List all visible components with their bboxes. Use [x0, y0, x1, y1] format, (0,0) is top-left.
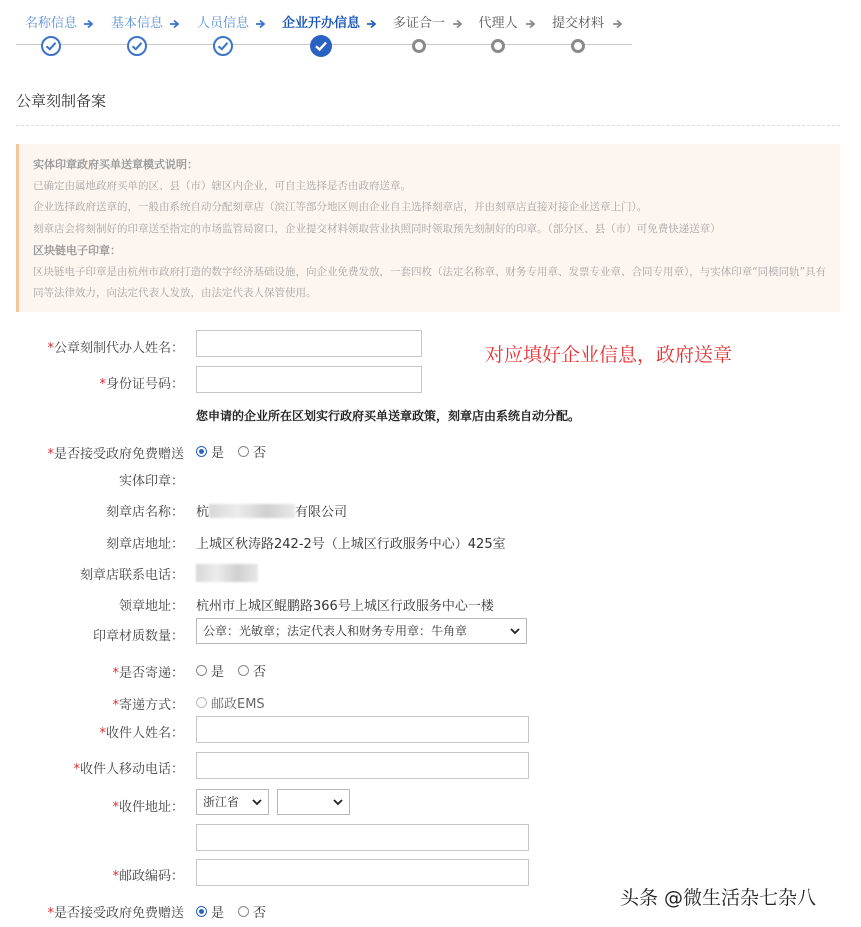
form-row-id-number	[0, 366, 861, 396]
circle-icon	[412, 39, 426, 53]
radio-icon[interactable]	[196, 665, 207, 676]
required-mark: *	[73, 762, 80, 777]
field-label: 是否接受政府免费赠送	[53, 447, 184, 462]
circle-icon	[571, 39, 585, 53]
form-row-mail	[0, 655, 861, 685]
field-label: 实体印章：	[118, 474, 184, 489]
radio-icon[interactable]	[196, 697, 207, 708]
arrow-right-icon	[613, 18, 623, 30]
step-label: 人员信息	[196, 16, 249, 31]
step-personnel-info[interactable]	[196, 14, 250, 34]
annotation-text: 对应填好企业信息，政府送章	[485, 344, 733, 366]
field-label: 公章刻制代办人姓名：	[53, 341, 184, 356]
chevron-down-icon	[333, 798, 343, 806]
check-circle-icon	[41, 36, 61, 56]
seal-material-select[interactable]: 公章：光敏章；法定代表人和财务专用章：牛角章	[196, 618, 527, 644]
redacted-block	[196, 564, 258, 582]
field-label: 寄递方式：	[118, 698, 184, 713]
step-business-setup-info[interactable]	[282, 14, 360, 34]
notice-line: 刻章店会将刻制好的印章送至指定的市场监管局窗口，企业提交材料领取营业执照同时领取预先刻制好的印章。（部分区、县（市）可免费快递送章）	[33, 222, 721, 235]
mail-yes-option[interactable]: 是	[196, 661, 224, 680]
step-basic-info[interactable]	[110, 14, 164, 34]
accept-free-2-yes-option[interactable]: 是	[196, 902, 224, 921]
step-agent[interactable]	[478, 14, 518, 34]
radio-icon[interactable]	[238, 446, 249, 457]
shop-phone-value	[196, 564, 258, 584]
field-label: 收件地址：	[118, 800, 184, 815]
watermark: 头条 @微生活杂七杂八	[620, 887, 817, 909]
arrow-right-icon	[526, 18, 536, 30]
radio-icon[interactable]	[238, 906, 249, 917]
field-label: 收件人姓名：	[105, 726, 184, 741]
field-label: 刻章店地址：	[105, 537, 184, 552]
notice-line: 区块链电子印章是由杭州市政府打造的数字经济基础设施，向企业免费发放，一套四枚（法定名称章、财务专用章、发票专业章、合同专用章），与实体印章“同模同轨”具有同等法律效力，向法定代表人发放，由法定代表人保管使用。	[33, 265, 827, 299]
province-select[interactable]: 浙江省	[196, 789, 269, 815]
radio-icon[interactable]	[238, 665, 249, 676]
field-label: 是否接受政府免费赠送	[53, 906, 184, 921]
form-row-pickup-address	[0, 588, 861, 618]
circle-icon	[491, 39, 505, 53]
field-label: 邮政编码：	[118, 869, 184, 884]
radio-checked-icon[interactable]	[196, 906, 207, 917]
field-label: 刻章店联系电话：	[79, 568, 184, 583]
field-label: 身份证号码：	[105, 377, 184, 392]
field-label: 收件人移动电话：	[79, 762, 184, 777]
field-label: 领章地址：	[118, 599, 184, 614]
required-mark: *	[99, 377, 106, 392]
form-row-mail-method	[0, 687, 861, 717]
notice-line: 已确定由属地政府买单的区、县（市）辖区内企业，可自主选择是否由政府送章。	[33, 179, 411, 192]
step-label: 代理人	[478, 16, 518, 31]
check-circle-icon	[127, 36, 147, 56]
mail-method-radio-group	[196, 693, 279, 712]
divider	[16, 125, 840, 126]
policy-notice: 您申请的企业所在区划实行政府买单送章政策，刻章店由系统自动分配。	[196, 409, 581, 423]
form-row-accept-free	[0, 436, 861, 466]
agent-name-input[interactable]	[196, 330, 422, 357]
step-label: 多证合一	[392, 16, 445, 31]
step-label: 提交材料	[551, 16, 604, 31]
mail-no-option[interactable]: 否	[238, 661, 266, 680]
chevron-down-icon	[252, 798, 262, 806]
notice-heading: 区块链电子印章：	[33, 244, 121, 257]
notice-box	[16, 144, 840, 312]
mail-radio-group	[196, 661, 280, 680]
progress-stepper	[0, 0, 640, 60]
radio-checked-icon[interactable]	[196, 446, 207, 457]
accept-free-no-option[interactable]: 否	[238, 442, 266, 461]
arrow-right-icon	[367, 18, 377, 30]
form-row-recipient-name	[0, 716, 861, 746]
step-label: 名称信息	[24, 16, 77, 31]
id-number-input[interactable]	[196, 366, 422, 393]
check-circle-icon	[213, 36, 233, 56]
form-row-recipient-phone	[0, 752, 861, 782]
arrow-right-icon	[256, 18, 266, 30]
notice-heading: 实体印章政府买单送章模式说明：	[33, 158, 198, 171]
accept-free-2-radio-group	[196, 902, 280, 921]
step-submit-materials[interactable]	[551, 14, 605, 34]
required-mark: *	[112, 666, 119, 681]
step-name-info[interactable]	[24, 14, 78, 34]
section-title: 公章刻制备案	[16, 92, 107, 110]
pickup-address-value: 杭州市上城区鲲鹏路366号上城区行政服务中心一楼	[196, 599, 494, 614]
city-select[interactable]	[277, 789, 350, 815]
step-label: 企业开办信息	[282, 16, 361, 31]
recipient-address-detail-input[interactable]	[196, 824, 529, 851]
chevron-down-icon	[510, 627, 520, 635]
recipient-name-input[interactable]	[196, 716, 529, 743]
field-label: 是否寄递：	[118, 666, 184, 681]
required-mark: *	[112, 698, 119, 713]
required-mark: *	[99, 726, 106, 741]
field-label: 刻章店名称：	[105, 505, 184, 520]
field-label: 印章材质数量：	[92, 629, 184, 644]
arrow-right-icon	[84, 18, 94, 30]
redacted-block	[209, 504, 295, 518]
shop-address-value: 上城区秋涛路242-2号（上城区行政服务中心）425室	[196, 537, 506, 552]
shop-name-value: 杭 有限公司	[196, 505, 348, 520]
required-mark: *	[47, 447, 54, 462]
required-mark: *	[112, 800, 119, 815]
recipient-phone-input[interactable]	[196, 752, 529, 779]
mail-method-ems-option[interactable]: 邮政EMS	[196, 693, 265, 712]
step-label: 基本信息	[110, 16, 163, 31]
form-row-shop-phone	[0, 557, 861, 587]
form-row-material	[0, 618, 861, 648]
required-mark: *	[112, 869, 119, 884]
notice-line: 企业选择政府送章的，一般由系统自动分配刻章店（滨江等部分地区则由企业自主选择刻章店，并由刻章店直接对接企业送章上门）。	[33, 201, 648, 213]
required-mark: *	[47, 906, 54, 921]
accept-free-yes-option[interactable]: 是	[196, 442, 224, 461]
accept-free-radio-group	[196, 442, 280, 461]
step-multi-cert[interactable]	[392, 14, 446, 34]
form-row-shop-address	[0, 526, 861, 556]
form-row-shop-name	[0, 494, 861, 524]
postcode-input[interactable]	[196, 859, 529, 886]
form-row-recipient-address	[0, 789, 861, 819]
accept-free-2-no-option[interactable]: 否	[238, 902, 266, 921]
check-circle-filled-icon	[310, 35, 332, 57]
required-mark: *	[47, 341, 54, 356]
form-row-physical-seal	[0, 463, 861, 493]
arrow-right-icon	[170, 18, 180, 30]
arrow-right-icon	[453, 18, 463, 30]
